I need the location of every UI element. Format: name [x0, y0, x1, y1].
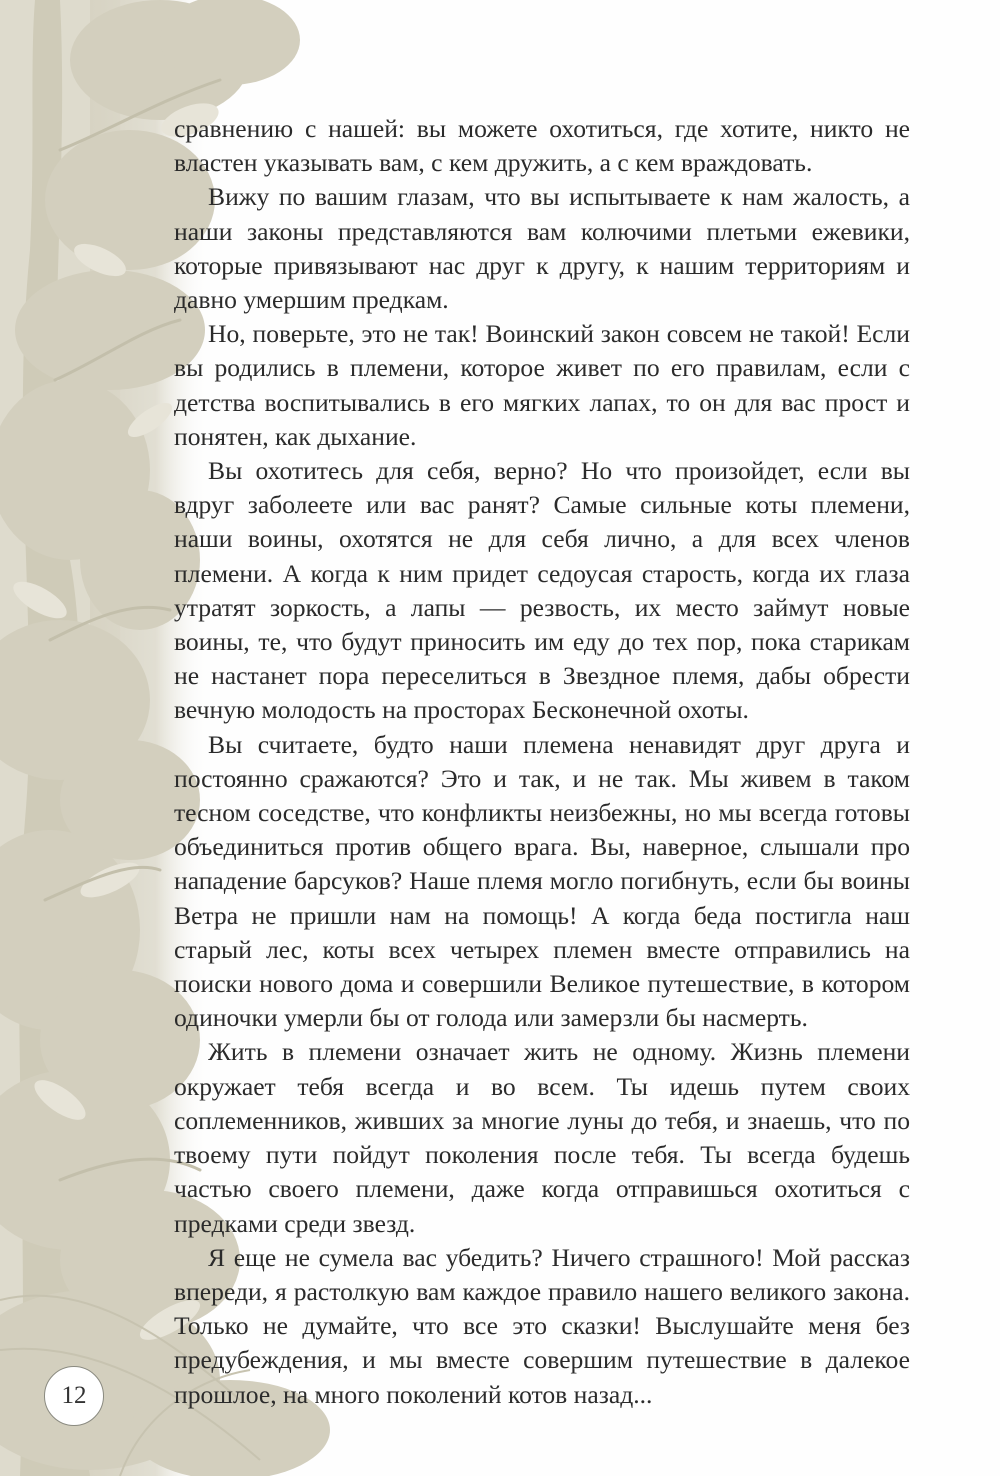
paragraph: Вы считаете, будто наши племена ненавидят друг друга и постоянно сражаются? Это и так, и не так. Мы живем в таком тесном соседстве, что конфликты неизбежны, но мы всегда готовы объединиться против общего врага. Вы, наверное, слышали про нападение барсуков? Наше племя могло погибнуть, если бы воины Ветра не пришли нам на помощь! А когда беда постигла наш старый лес, коты всех четырех племен вместе отправились на поиски нового дома и совершили Великое путешествие, в котором одиночки умерли бы от голода или замерзли бы насмерть.: [174, 729, 910, 1033]
paragraph: Но, поверьте, это не так! Воинский закон совсем не такой! Если вы родились в племени, которое живет по его правилам, если с детства воспитывались в его мягких лапах, то он для вас прост и понятен, как дыхание.: [174, 319, 910, 451]
paragraph: Вижу по вашим глазам, что вы испытываете к нам жалость, а наши законы представляются вам колючими плетьми ежевики, которые привязывают нас друг к другу, к нашим территориям и давно умершим предкам.: [174, 182, 910, 315]
paragraph: Жить в племени означает жить не одному. Жизнь племени окружает тебя всегда и во всем. Ты идешь путем своих соплеменников, живших за многие луны до тебя, и знаешь, что по твоему пути пойдут поколения после тебя. Ты всегда будешь частью своего племени, даже когда отправишься охотиться с предками среди звезд.: [174, 1037, 910, 1238]
paragraph: Вы охотитесь для себя, верно? Но что произойдет, если вы вдруг заболеете или вас ранят? Самые сильные коты племени, наши воины, охотятся не для себя лично, а для всех членов племени. А когда к ним придет седоусая старость, когда их глаза утратят зоркость, а лапы — резвость, их место займут новые воины, те, что будут приносить им еду до тех пор, пока старикам не настанет пора переселиться в Звездное племя, дабы обрести вечную молодость на просторах Бесконечной охоты.: [174, 456, 910, 725]
paragraph: сравнению с нашей: вы можете охотиться, где хотите, никто не властен указывать вам, с кем дружить, а с кем враждовать.: [174, 114, 910, 178]
body-text: [174, 112, 910, 1412]
paragraph: Я еще не сумела вас убедить? Ничего страшного! Мой рассказ впереди, я растолкую вам каждое правило нашего великого закона. Только не думайте, что все это сказки! Выслушайте меня без предубеждения, и мы вместе совершим путешествие в далекое прошлое, на много поколений котов назад...: [174, 1242, 910, 1409]
page-number: 12: [44, 1366, 104, 1426]
